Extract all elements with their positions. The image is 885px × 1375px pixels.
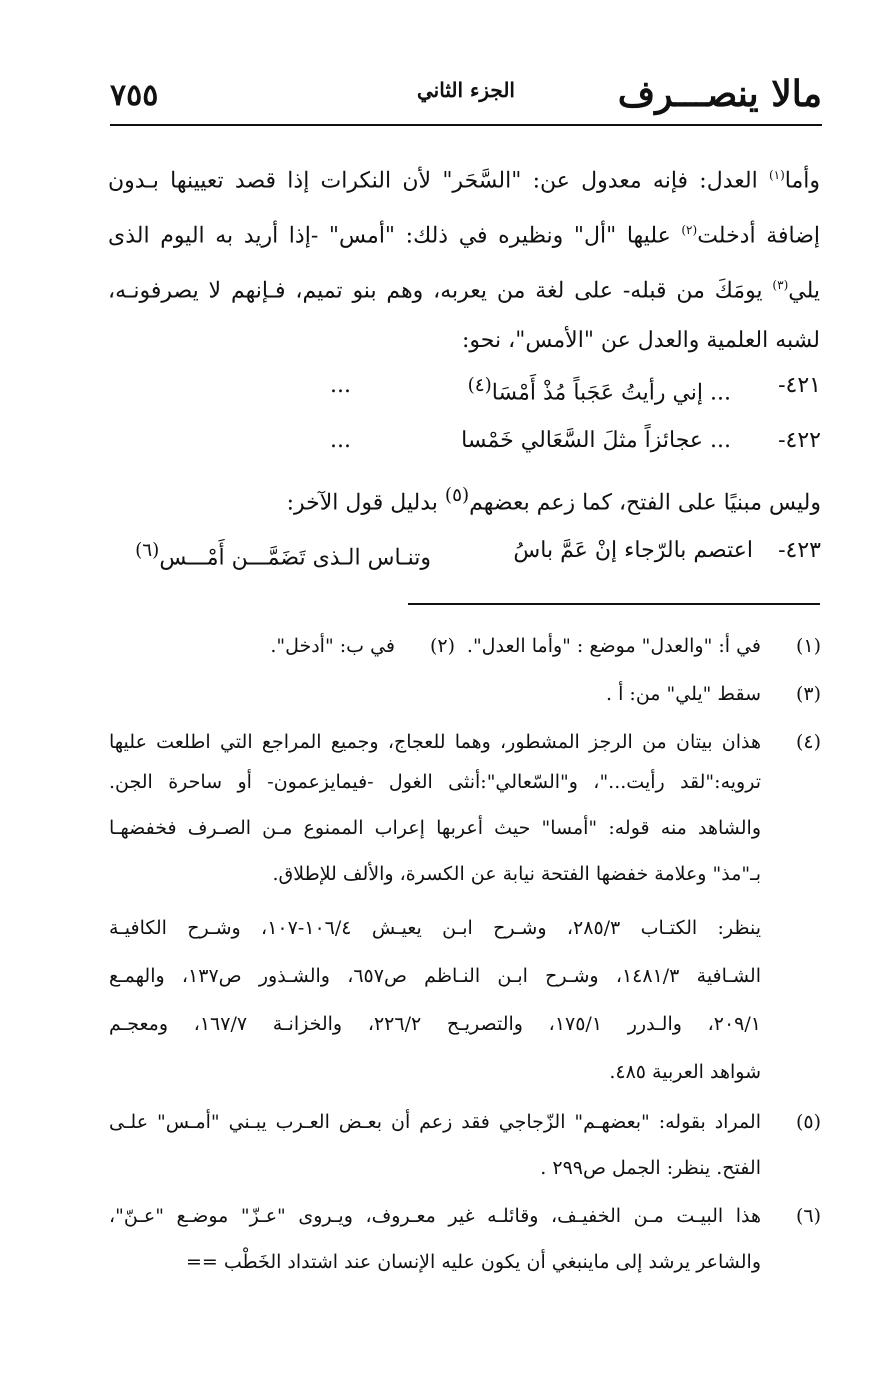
verse-number: ٤٢٣- — [778, 538, 821, 563]
footnote-5 — [109, 1104, 821, 1194]
main-text — [108, 148, 820, 368]
footnote-text: في أ: "والعدل" موضع : "وأما العدل". — [466, 635, 761, 657]
footnote-line: ترويه:"لقد رأيت..."، و"السّعالي":أنثى الغول -فيمايزعمون- أو ساحرة الجن. — [109, 771, 761, 793]
footnote-line: الفتح. ينظر: الجمل ص٢٩٩ . — [540, 1157, 761, 1179]
volume-label: الجزء الثاني — [417, 78, 515, 102]
footnote-marker: (٤) — [795, 731, 821, 753]
body-line-4: لشبه العلمية والعدل عن "الأمس"، نحو: — [462, 328, 820, 353]
footnote-4 — [109, 724, 821, 1104]
verse-dots: ... — [330, 373, 351, 398]
body-line-5: وليس مبنيًا على الفتح، كما زعم بعضهم$^{(٥)}$ بدليل قول الآخر: — [286, 485, 821, 516]
footnote-marker: (٣) — [795, 683, 821, 705]
footnote-line: والشاعر يرشد إلى ماينبغي أن يكون عليه الإنسان عند اشتداد الخَطْب == — [185, 1251, 761, 1273]
footnote-marker: (١) — [795, 635, 821, 657]
footnote-line: هذان بيتان من الرجز المشطور، وهما للعجاج، وجميع المراجع التي اطلعت عليها — [109, 731, 761, 753]
footnote-marker: (٢) — [429, 635, 455, 657]
verse-dots: ... — [330, 428, 351, 453]
footnote-6 — [109, 1198, 821, 1288]
body-line-1: وأما$^{(١)}$ العدل: فإنه معدول عن: "السَّحَر" لأن النكرات إذا قصد تعيينها بـدون — [108, 168, 820, 194]
footnote-line: شواهد العربية ٤٨٥. — [609, 1061, 761, 1083]
footnote-line: بـ"مذ" وعلامة خفضها الفتحة نيابة عن الكسرة، والألف للإطلاق. — [272, 863, 761, 885]
body-line-2: إضافة أدخلت$^{(٢)}$ عليها "أل" ونظيره في ذلك: "أمس" -إذا أريد به اليوم الذى — [108, 223, 820, 249]
footnote-line: المراد بقوله: "بعضهـم" الزّجاجي فقد زعم أن بعـض العـرب يبـني "أمـس" علـى — [109, 1111, 761, 1133]
footnote-text: سقط "يلي" من: أ . — [606, 683, 761, 705]
header-rule — [110, 124, 822, 126]
footnote-line: ينظر: الكتـاب ٢٨٥/٣، وشـرح ابـن يعيـش ١٠٦/٤-١٠٧، وشـرح الكافيـة — [109, 917, 761, 939]
footnote-line: والشاهد منه قوله: "أمسا" حيث أعربها إعراب الممنوع مـن الصـرف فخفضهـا — [109, 817, 761, 839]
page-number: ٧٥٥ — [110, 78, 159, 113]
footnote-marker: (٦) — [795, 1205, 821, 1227]
body-line-3: يلي$^{(٣)}$ يومَكَ من قبله- على لغة من يعربه، وهم بنو تميم، فـإنهم لا يصرفونـه، — [108, 278, 820, 304]
running-header — [110, 72, 822, 116]
footnote-text: في ب: "أدخل". — [270, 635, 395, 657]
footnote-line: هذا البيـت مـن الخفيـف، وقائلـه غير معـروف، ويـروى "عـزّ" موضـع "عـنّ"، — [109, 1205, 761, 1227]
verse-hemistich-1: اعتصم بالرّجاء إنْ عَمَّ باسُ — [513, 538, 753, 563]
footnote-rule — [408, 603, 820, 605]
footnote-3 — [109, 676, 821, 713]
chapter-title: مالا ينصـــرف — [617, 73, 822, 115]
footnote-2 — [155, 628, 455, 665]
footnote-marker: (٥) — [795, 1111, 821, 1133]
verse-number: ٤٢١- — [778, 373, 821, 398]
verse-number: ٤٢٢- — [778, 428, 821, 453]
verse-hemistich-2: وتنـاس الـذى تَضَمَّـــن أَمْـــس$^{(٦)}$ — [135, 540, 431, 571]
verse-text: ... عجائزاً مثلَ السَّعَالي خَمْسا — [461, 428, 731, 453]
footnote-line: ٢٠٩/١، والـدرر ١٧٥/١، والتصريـح ٢٢٦/٢، والخزانـة ١٦٧/٧، ومعجـم — [109, 1013, 761, 1035]
footnote-line: الشـافية ١٤٨١/٣، وشـرح ابـن النـاظم ص٦٥٧، والشـذور ص١٣٧، والهمـع — [109, 965, 761, 987]
verse-text: ... إني رأيتُ عَجَباً مُذْ أَمْسَا$^{(٤)}$ — [467, 375, 731, 406]
